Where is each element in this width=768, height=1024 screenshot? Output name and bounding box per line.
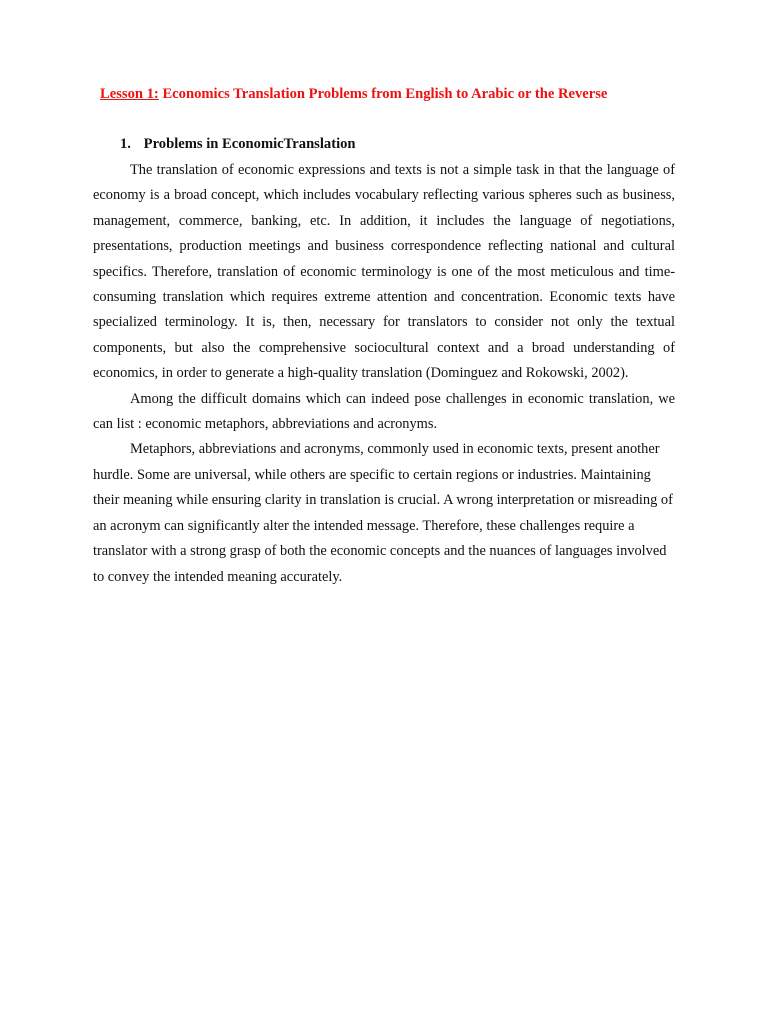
lesson-title [100,86,700,103]
body-text [93,158,675,590]
section-heading-text: Problems in EconomicTranslation [143,136,356,152]
lesson-title-text: Economics Translation Problems from English to Arabic or the Reverse [162,86,608,102]
paragraph-acronyms: Metaphors, abbreviations and acronyms, commonly used in economic texts, present another hurdle. Some are universal, while others are specific to certain regions or industries. Maintaining their meaning while ensuring clarity in translation is crucial. A wrong interpretation or misreading of an acronym can significantly alter the intended message. Therefore, these challenges require a translator with a strong grasp of both the economic concepts and the nuances of languages involved to convey the intended meaning accurately. [93,441,673,585]
section-heading [120,136,356,153]
lesson-label: Lesson 1: [100,86,159,102]
paragraph-domains: Among the difficult domains which can indeed pose challenges in economic translation, we can list : economic metaphors, abbreviations and acronyms. [93,390,675,433]
paragraph-intro: The translation of economic expressions and texts is not a simple task in that the language of economy is a broad concept, which includes vocabulary reflecting various spheres such as business, management, commerce, banking, etc. In addition, it includes the language of negotiations, presentations, production meetings and business correspondence reflecting national and cultural specifics. Therefore, translation of economic terminology is one of the most meticulous and time-consuming translation which requires extreme attention and concentration. Economic texts have specialized terminology. It is, then, necessary for translators to consider not only the textual components, but also the comprehensive sociocultural context and a broad understanding of economics, in order to generate a high-quality translation (Dominguez and Rokowski, 2002). [93,162,675,382]
section-number: 1. [120,136,131,152]
